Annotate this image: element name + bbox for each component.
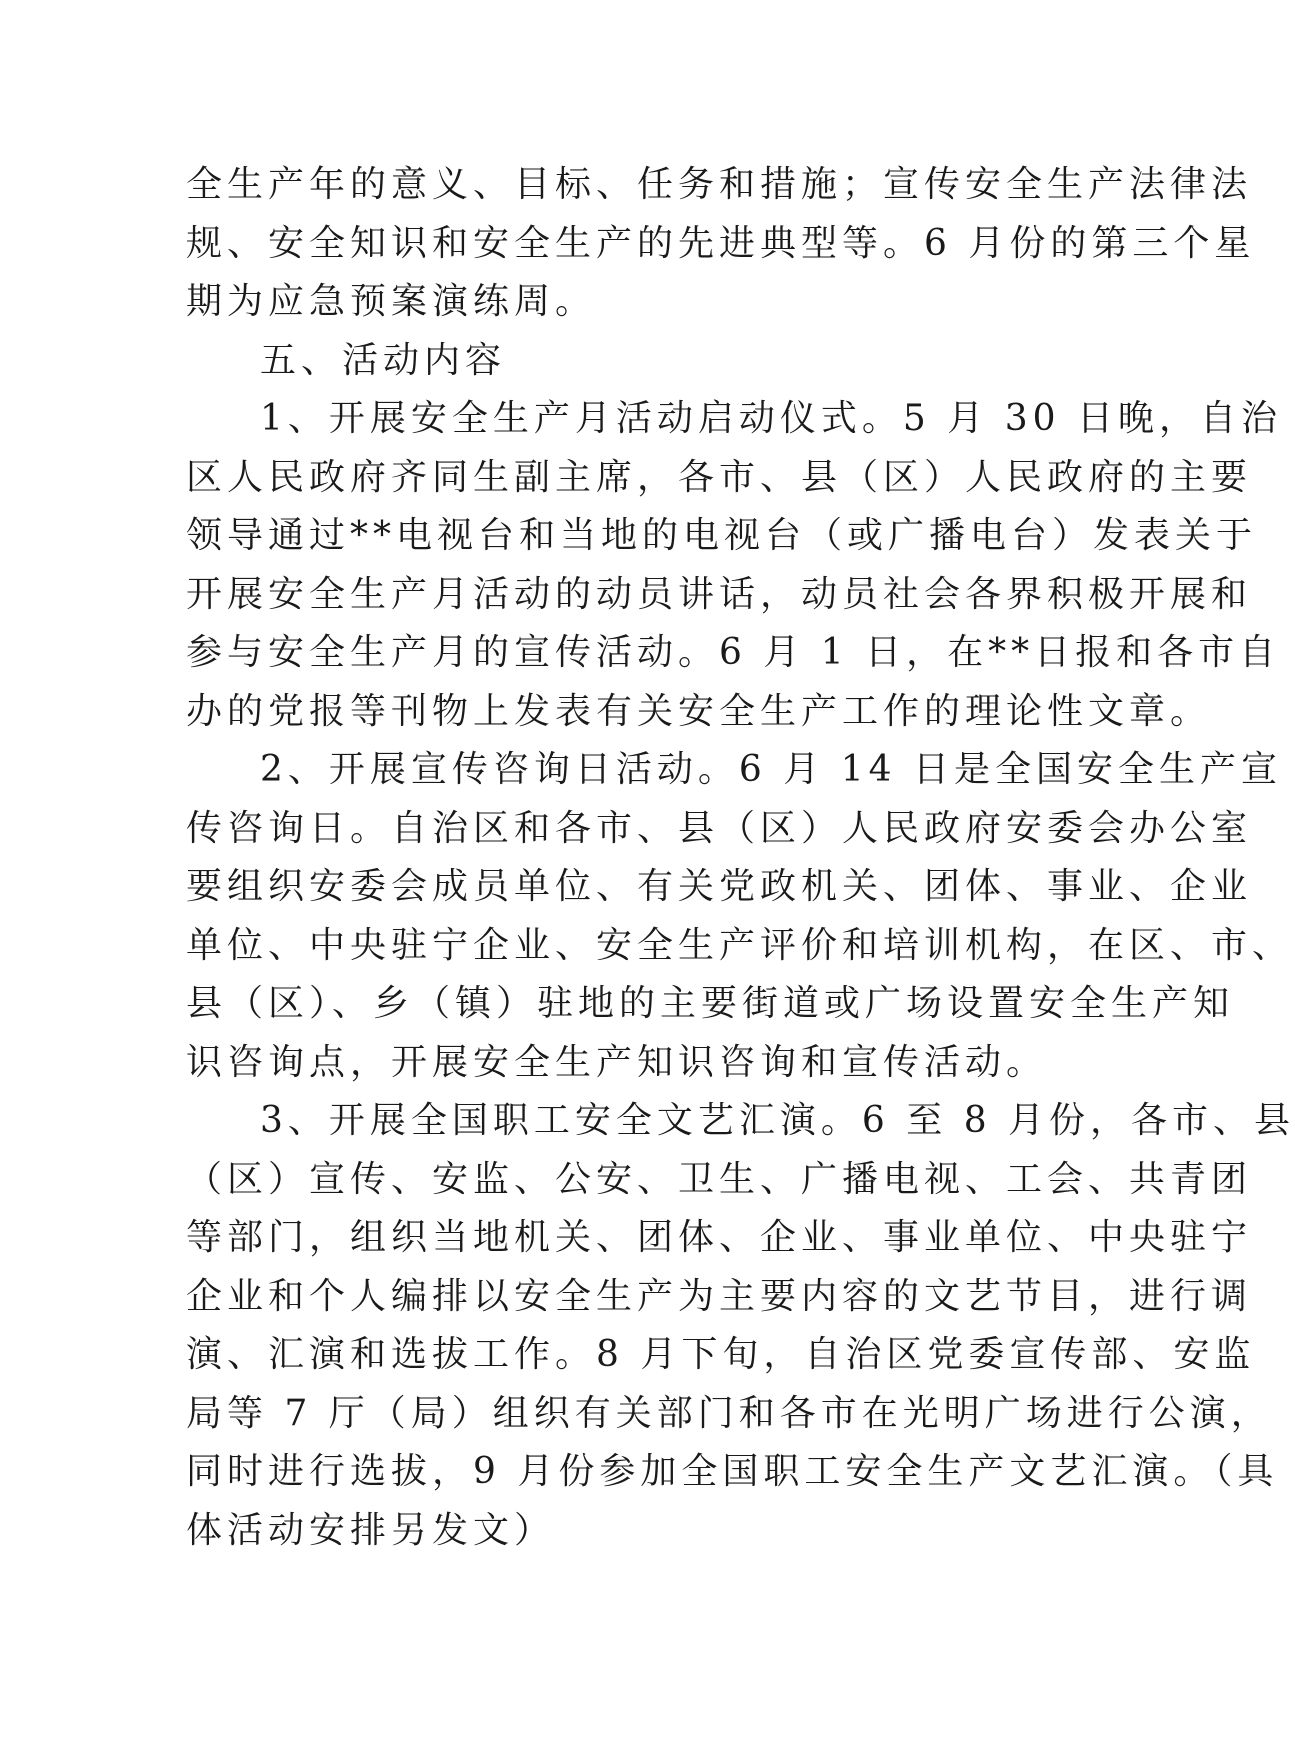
document-line: 开展安全生产月活动的动员讲话，动员社会各界积极开展和: [186, 573, 1253, 615]
document-line: 全生产年的意义、目标、任务和措施；宣传安全生产法律法: [186, 164, 1253, 205]
document-line: 领导通过**电视台和当地的电视台（或广播电台）发表关于: [186, 515, 1258, 556]
document-line: 企业和个人编排以安全生产为主要内容的文艺节目，进行调: [186, 1275, 1253, 1317]
document-line: （区）宣传、安监、公安、卫生、广播电视、工会、共青团: [186, 1158, 1253, 1200]
document-body: [186, 156, 1295, 1560]
document-line: 五、活动内容: [260, 339, 507, 381]
document-line: 单位、中央驻宁企业、安全生产评价和培训机构，在区、市、: [186, 924, 1294, 966]
document-line: 区人民政府齐同生副主席，各市、县（区）人民政府的主要: [186, 456, 1253, 498]
document-line: 3、开展全国职工安全文艺汇演。6 至 8 月份，各市、县: [260, 1100, 1295, 1141]
document-line: 识咨询点，开展安全生产知识咨询和宣传活动。: [186, 1041, 1048, 1083]
document-line: 演、汇演和选拔工作。8 月下旬，自治区党委宣传部、安监: [186, 1334, 1256, 1375]
document-line: 等部门，组织当地机关、团体、企业、事业单位、中央驻宁: [186, 1217, 1253, 1258]
document-line: 规、安全知识和安全生产的先进典型等。6 月份的第三个星: [186, 222, 1256, 264]
document-line: 办的党报等刊物上发表有关安全生产工作的理论性文章。: [186, 690, 1212, 732]
document-line: 2、开展宣传咨询日活动。6 月 14 日是全国安全生产宣: [260, 749, 1282, 790]
document-line: 参与安全生产月的宣传活动。6 月 1 日，在**日报和各市自: [186, 632, 1281, 673]
document-line: 要组织安委会成员单位、有关党政机关、团体、事业、企业: [186, 866, 1253, 907]
document-line: 局等 7 厅（局）组织有关部门和各市在光明广场进行公演，: [186, 1392, 1272, 1434]
document-line: 体活动安排另发文）: [186, 1509, 556, 1551]
document-line: 县（区）、乡（镇）驻地的主要街道或广场设置安全生产知: [186, 983, 1235, 1024]
document-line: 同时进行选拔，9 月份参加全国职工安全生产文艺汇演。（具: [186, 1451, 1279, 1492]
document-line: 传咨询日。自治区和各市、县（区）人民政府安委会办公室: [186, 807, 1253, 849]
document-line: 期为应急预案演练周。: [186, 281, 597, 322]
document-line: 1、开展安全生产月活动启动仪式。5 月 30 日晚，自治: [260, 398, 1282, 439]
